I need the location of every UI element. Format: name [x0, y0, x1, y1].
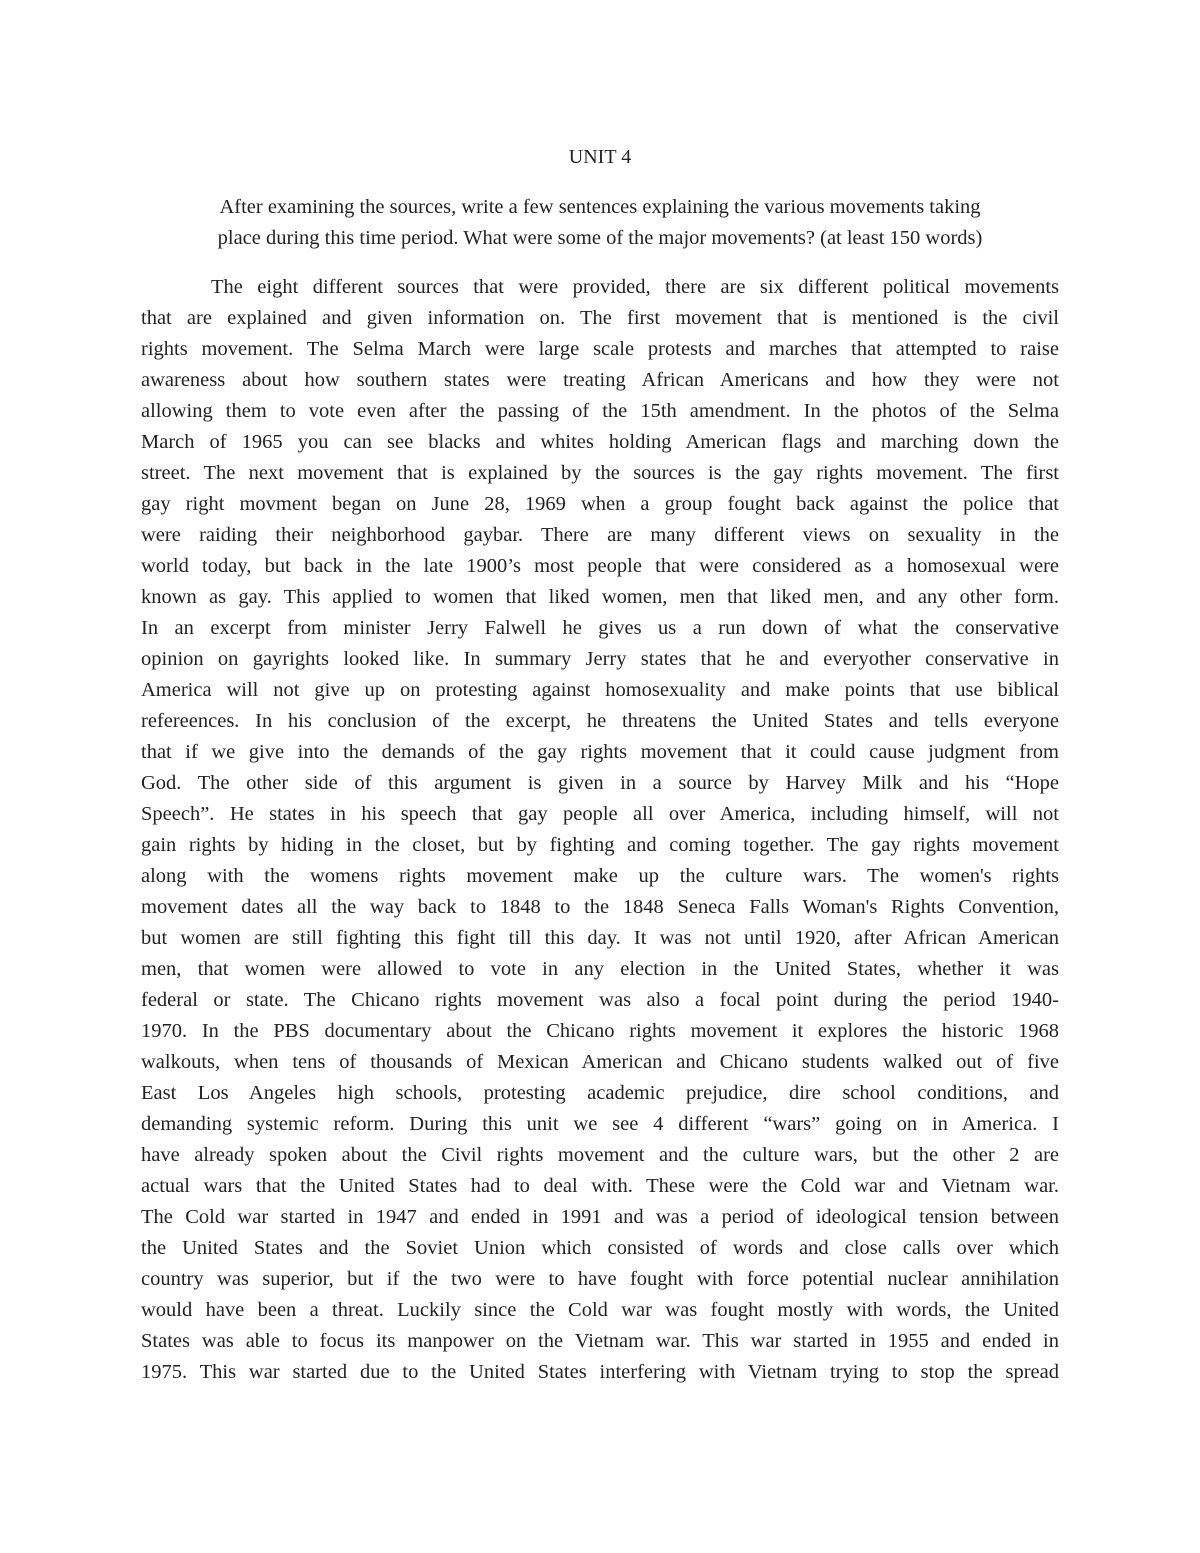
- essay-line: allowing them to vote even after the passing of the 15th amendment. In the photos of the Selma: [141, 400, 1059, 422]
- essay-line: that are explained and given information on. The first movement that is mentioned is the civil: [141, 307, 1059, 329]
- essay-line: In an excerpt from minister Jerry Falwell he gives us a run down of what the conservative: [141, 617, 1059, 639]
- document-title: UNIT 4: [568, 146, 632, 168]
- prompt-line: place during this time period. What were some of the major movements? (at least 150 words): [217, 226, 983, 249]
- essay-line: East Los Angeles high schools, protesting academic prejudice, dire school conditions, and: [141, 1082, 1059, 1104]
- essay-line: street. The next movement that is explained by the sources is the gay rights movement. The first: [141, 462, 1059, 484]
- essay-line: God. The other side of this argument is given in a source by Harvey Milk and his “Hope: [141, 772, 1059, 794]
- essay-line: the United States and the Soviet Union which consisted of words and close calls over which: [141, 1237, 1059, 1259]
- essay-line: men, that women were allowed to vote in any election in the United States, whether it was: [141, 958, 1059, 980]
- essay-line: rights movement. The Selma March were large scale protests and marches that attempted to raise: [141, 338, 1059, 360]
- essay-line: were raiding their neighborhood gaybar. There are many different views on sexuality in the: [141, 524, 1059, 546]
- essay-line: refereences. In his conclusion of the excerpt, he threatens the United States and tells everyone: [141, 710, 1059, 732]
- essay-line: world today, but back in the late 1900’s most people that were considered as a homosexual were: [141, 555, 1059, 577]
- essay-line: gay right movment began on June 28, 1969 when a group fought back against the police that: [141, 493, 1059, 515]
- essay-line: actual wars that the United States had to deal with. These were the Cold war and Vietnam war.: [141, 1175, 1059, 1197]
- essay-line: The eight different sources that were provided, there are six different political movements: [211, 276, 1059, 298]
- essay-line: Speech”. He states in his speech that gay people all over America, including himself, will not: [141, 803, 1059, 825]
- essay-line: along with the womens rights movement make up the culture wars. The women's rights: [141, 865, 1059, 887]
- essay-line: 1975. This war started due to the United States interfering with Vietnam trying to stop the spread: [141, 1361, 1059, 1383]
- essay-line: awareness about how southern states were treating African Americans and how they were not: [141, 369, 1059, 391]
- essay-line: gain rights by hiding in the closet, but by fighting and coming together. The gay rights movement: [141, 834, 1059, 856]
- essay-line: country was superior, but if the two were to have fought with force potential nuclear annihilation: [141, 1268, 1059, 1290]
- essay-line: opinion on gayrights looked like. In summary Jerry states that he and everyother conservative in: [141, 648, 1059, 670]
- essay-line: that if we give into the demands of the gay rights movement that it could cause judgment from: [141, 741, 1059, 763]
- essay-line: 1970. In the PBS documentary about the Chicano rights movement it explores the historic 1968: [141, 1020, 1059, 1042]
- essay-line: States was able to focus its manpower on the Vietnam war. This war started in 1955 and ended in: [141, 1330, 1059, 1352]
- essay-line: federal or state. The Chicano rights movement was also a focal point during the period 1940-: [141, 989, 1059, 1011]
- essay-line: walkouts, when tens of thousands of Mexican American and Chicano students walked out of five: [141, 1051, 1059, 1073]
- essay-line: movement dates all the way back to 1848 to the 1848 Seneca Falls Woman's Rights Convention,: [141, 896, 1059, 918]
- essay-line: America will not give up on protesting against homosexuality and make points that use biblical: [141, 679, 1059, 701]
- essay-line: but women are still fighting this fight till this day. It was not until 1920, after African American: [141, 927, 1059, 949]
- essay-line: have already spoken about the Civil rights movement and the culture wars, but the other 2 are: [141, 1144, 1059, 1166]
- prompt-line: After examining the sources, write a few sentences explaining the various movements taking: [219, 196, 981, 218]
- essay-line: The Cold war started in 1947 and ended in 1991 and was a period of ideological tension between: [141, 1206, 1059, 1228]
- essay-body: [141, 272, 1059, 1388]
- essay-line: would have been a threat. Luckily since the Cold war was fought mostly with words, the United: [141, 1299, 1059, 1321]
- essay-line: known as gay. This applied to women that liked women, men that liked men, and any other form.: [141, 586, 1059, 608]
- assignment-prompt: [150, 192, 1050, 253]
- essay-line: demanding systemic reform. During this unit we see 4 different “wars” going on in America. I: [141, 1113, 1059, 1135]
- essay-line: March of 1965 you can see blacks and whites holding American flags and marching down the: [141, 431, 1059, 453]
